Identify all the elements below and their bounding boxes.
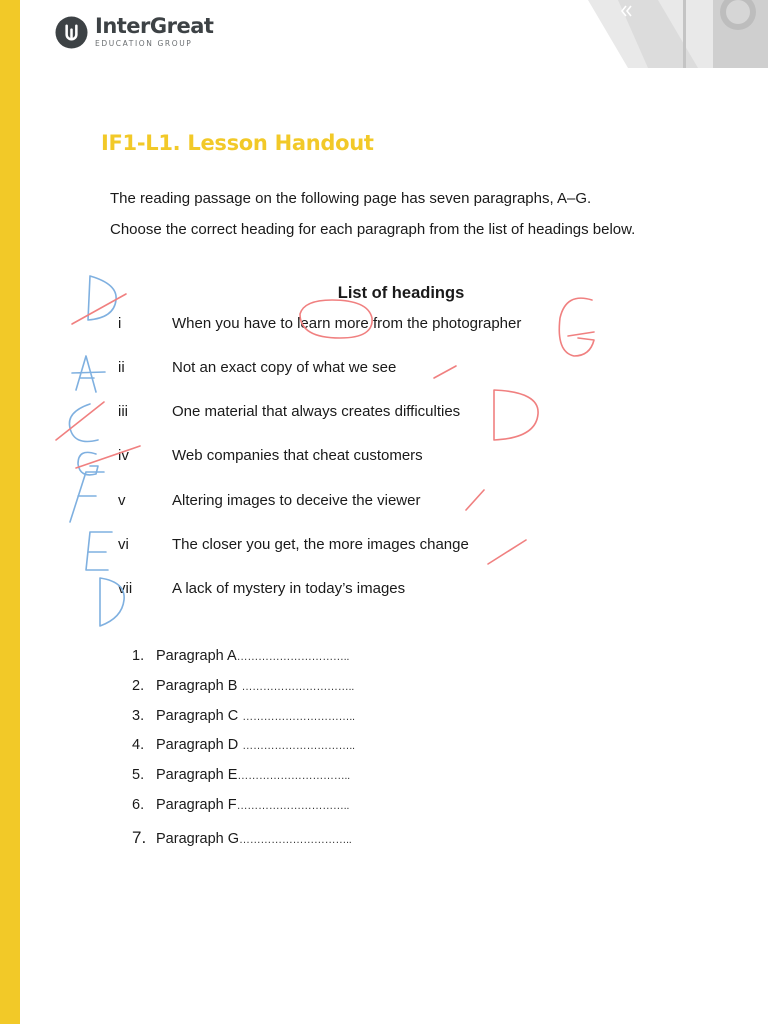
paragraph-number: 5. — [132, 767, 145, 783]
heading-number: ii — [118, 359, 125, 376]
yellow-side-bar — [0, 0, 20, 1024]
intergreat-logo — [55, 15, 213, 49]
list-of-headings-title: List of headings — [337, 284, 465, 302]
paragraph-number: 6. — [132, 797, 145, 813]
heading-text: The closer you get, the more images change — [172, 536, 469, 553]
paragraph-answer-row — [132, 737, 355, 753]
intro-line-1: The reading passage on the following page has seven paragraphs, A–G. — [110, 190, 592, 207]
heading-item — [118, 315, 618, 335]
logo-subtitle: EDUCATION GROUP — [95, 39, 193, 49]
page-title: IF1-L1. Lesson Handout — [101, 131, 374, 155]
heading-item — [118, 580, 618, 600]
answer-blank: ………………………….. — [242, 711, 355, 723]
paragraph-answer-row — [132, 678, 354, 694]
heading-number: vii — [118, 580, 133, 597]
answer-blank: ………………………….. — [236, 651, 350, 663]
paragraph-number: 4. — [132, 737, 145, 753]
heading-text: When you have to learn more from the photographer — [172, 315, 522, 332]
paragraph-answer-row — [132, 797, 349, 813]
logo-name: InterGreat — [95, 14, 214, 39]
heading-number: i — [118, 315, 122, 332]
paragraph-number: 2. — [132, 678, 145, 694]
answer-blank: ………………………….. — [241, 681, 354, 693]
heading-number: iii — [118, 403, 128, 420]
paragraph-label: Paragraph C — [156, 708, 243, 724]
heading-text: Not an exact copy of what we see — [172, 359, 397, 376]
heading-item — [118, 359, 618, 379]
paragraph-number: 7. — [132, 828, 147, 847]
heading-item — [118, 492, 618, 512]
paragraph-label: Paragraph A — [156, 648, 237, 664]
paragraph-answer-row — [132, 648, 349, 664]
heading-text: One material that always creates difficulties — [172, 403, 461, 420]
answer-blank: ………………………….. — [242, 740, 355, 752]
answer-blank: ………………………….. — [239, 834, 352, 846]
logo-mark-icon — [55, 16, 88, 49]
heading-item — [118, 536, 618, 556]
heading-number: iv — [118, 447, 129, 464]
heading-item — [118, 403, 618, 423]
answer-blank: ………………………….. — [236, 800, 350, 812]
blue-pen-letters — [69, 276, 124, 626]
paragraph-answer-row — [132, 708, 355, 724]
paragraph-label: Paragraph E — [156, 767, 238, 783]
heading-number: v — [118, 492, 126, 509]
intro-line-2: Choose the correct heading for each paragraph from the list of headings below. — [110, 221, 636, 238]
heading-text: Altering images to deceive the viewer — [172, 492, 421, 509]
heading-text: Web companies that cheat customers — [172, 447, 423, 464]
paragraph-label: Paragraph G — [156, 831, 240, 847]
paragraph-answer-row — [132, 767, 350, 783]
corner-photo — [588, 0, 768, 68]
paragraph-label: Paragraph F — [156, 797, 237, 813]
heading-item — [118, 447, 618, 467]
paragraph-number: 3. — [132, 708, 145, 724]
paragraph-label: Paragraph D — [156, 737, 243, 753]
paragraph-number: 1. — [132, 648, 145, 664]
paragraph-answer-row — [132, 828, 352, 848]
heading-text: A lack of mystery in today’s images — [172, 580, 406, 597]
answer-blank: ………………………….. — [237, 770, 350, 782]
paragraph-label: Paragraph B — [156, 678, 242, 694]
heading-number: vi — [118, 536, 129, 553]
